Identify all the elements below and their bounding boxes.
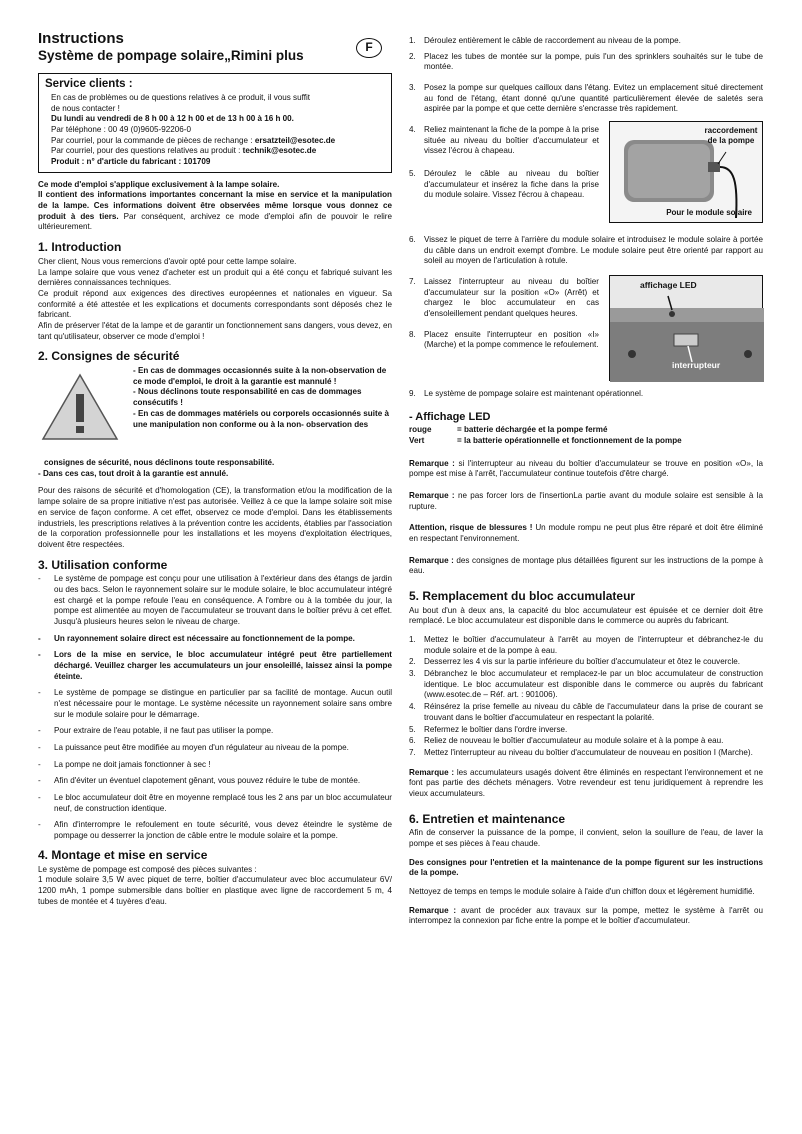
step-4: 4. Reliez maintenant la fiche de la pompe à la prise située au niveau du boîtier d'accumulateur et vissez l'écrou à chapeau.	[409, 125, 599, 156]
usage-item	[38, 743, 392, 754]
usage-item	[38, 650, 392, 682]
replacement-step	[409, 669, 763, 701]
replacement-step	[409, 736, 763, 747]
replacement-step-number: 1.	[409, 635, 416, 645]
sec6-remark: Remarque : avant de procéder aux travaux sur la pompe, mettez le système à l'arrêt ou interrompez la connexion par fiche entre la pompe et le boîtier d'accumulateur.	[409, 905, 763, 926]
warning-1: - En cas de dommages occasionnés suite à la non-observation de ce mode d'emploi, le droit à la garantie est mannulé !	[133, 366, 387, 386]
service-spare	[45, 136, 385, 147]
usage-item-text: Un rayonnement solaire direct est nécessaire au fonctionnement de la pompe.	[54, 633, 355, 643]
replacement-step-text: Mettez l'interrupteur au niveau du boîtier d'accumulateur de nouveau en position I (Marche).	[424, 747, 753, 757]
replacement-step-text: Reliez de nouveau le boîtier d'accumulateur au module solaire et à la pompe à eau.	[424, 736, 724, 746]
step-2: 2. Placez les tubes de montée sur la pompe, puis l'un des sprinklers souhaités sur le tube de montée.	[409, 51, 763, 72]
led-heading: - Affichage LED	[409, 410, 491, 423]
usage-item	[38, 634, 392, 645]
replacement-step-number: 6.	[409, 736, 416, 746]
replacement-step-number: 4.	[409, 702, 416, 712]
replacement-step-text: Desserrez les 4 vis sur la partie inférieure du boîtier d'accumulateur et ôtez le couvercle.	[424, 657, 741, 667]
usage-item-dash: -	[38, 759, 41, 769]
replacement-step-number: 2.	[409, 657, 416, 667]
page-title: Instructions	[38, 30, 124, 47]
sec6-heading: 6. Entretien et maintenance	[409, 811, 566, 826]
usage-item-text: Afin d'interrompre le refoulement en toute sécurité, vous devez éteindre le système de pompage ou desserrer la jonction de câble entre le module solaire et la pompe.	[54, 820, 392, 841]
step-5: 5. Déroulez le câble au niveau du boîtier d'accumulateur et insérez la fiche dans la prise du module solaire. Vissez l'écrou à chapeau.	[409, 169, 599, 200]
sec1-p4: Afin de préserver l'état de la lampe et de garantir un fonctionnement sans dangers, vous devez, en tant qu'utilisateur, observer ce mode d'emploi !	[38, 320, 392, 341]
sec5-heading: 5. Remplacement du bloc accumulateur	[409, 588, 636, 603]
sec1-p3: Ce produit répond aux exigences des directives européennes et nationales en vigueur. Sa conformité a été attestée et les explications et documents correspondants sont déposés chez le fabricant.	[38, 288, 392, 320]
service-line2: de nous contacter !	[51, 103, 120, 113]
step-7: 7. Laissez l'interrupteur au niveau du boîtier d'accumulateur sur la position «O» (Arrêt) et chargez le bloc accumulateur en cas d'ensoleillement pendant quelques heures.	[409, 277, 599, 319]
usage-item-dash: -	[38, 574, 41, 584]
usage-item-text: Le système de pompage est conçu pour une utilisation à l'extérieur dans des étangs de jardin ou des bacs. Selon le rayonnement solaire sur le module solaire, le bloc accumulateur intégré est chargé et la pompe refoule l'eau en conséquence. A l'ombre ou à la tombée du jour, la pompe est alimentée au moyen de l'accumulateur se trouvant dans le boîtier prévu à cet effet. Jusqu'à plusieurs heures selon le niveau de charge.	[54, 574, 392, 627]
left-column	[38, 30, 392, 907]
warning-3b: consignes de sécurité, nous déclinons toute responsabilité.	[44, 458, 275, 468]
step-3: 3. Posez la pompe sur quelques cailloux dans l'étang. Evitez un emplacement situé directement au fond de l'étang, étant donné qu'une quantité particulièrement élevée de saletés sera aspirée par la pompe et que cette dernière s'encrasse très rapidement.	[409, 83, 763, 114]
replacement-step-number: 7.	[409, 747, 416, 757]
notice-normal: Par conséquent, archivez ce mode d'emploi afin de pouvoir le relire ultérieurement.	[38, 211, 392, 232]
service-box	[38, 73, 392, 173]
fig1-label-connection: raccordement de la pompe	[704, 126, 758, 145]
sec5-remark: Remarque : les accumulateurs usagés doivent être éliminés en respectant l'environnement et ne font pas partie des déchets ménagers. Votre revendeur est tenu juridiquement à reprendre les vieux accumulateurs.	[409, 767, 764, 798]
service-spare-email[interactable]: ersatzteil@esotec.de	[254, 135, 336, 145]
replacement-step-text: Refermez le boîtier dans l'ordre inverse.	[424, 724, 568, 734]
usage-item-text: Afin d'éviter un éventuel clapotement gênant, vous pouvez réduire le tube de montée.	[54, 776, 361, 786]
sec6-p3: Nettoyez de temps en temps le module solaire à l'aide d'un chiffon doux et légèrement humidifié.	[409, 887, 755, 897]
remark-1: Remarque : si l'interrupteur au niveau du boîtier d'accumulateur se trouve en position «O», la pompe est mise à l'arrêt, l'accumulateur continue toutefois d'être chargé.	[409, 458, 764, 479]
usage-item-dash: -	[38, 793, 41, 803]
replacement-step	[409, 725, 763, 736]
sec4-p2: 1 module solaire 3,5 W avec piquet de terre, boîtier d'accumulateur avec bloc accumulateur 6V/ 1200 mAh, 1 pompe submersible dans boîtier en plastique avec ligne de raccordement 5 m, 4 tubes de montée et 4 tuyères d'eau.	[38, 875, 392, 906]
fig2-label-led: affichage LED	[640, 280, 697, 291]
warning-3: - En cas de dommages matériels ou corporels occasionnés suite à une manipulation non conforme ou à la non- observation des	[133, 408, 389, 429]
language-badge: F	[356, 38, 382, 58]
safety-warnings	[38, 366, 392, 458]
fig1-label-solar: Pour le module solaire	[666, 208, 752, 218]
usage-item-text: Le système de pompage se distingue en particulier par sa facilité de montage. Aucun outil n'est nécessaire pour le montage. Le système nécessite un rayonnement solaire sans ombre sur le module solaire pour le démarrage.	[54, 688, 392, 719]
replacement-step	[409, 702, 763, 723]
usage-item-dash: -	[38, 726, 41, 736]
battery-box-figure	[609, 121, 763, 223]
service-tech	[45, 146, 385, 157]
remark-3: Attention, risque de blessures ! Un module rompu ne peut plus être réparé et doit être éliminé en respectant l'environnement.	[409, 523, 763, 543]
usage-item-dash: -	[38, 633, 41, 643]
led-row-green: Vert = la batterie opérationnelle et fonctionnement de la pompe	[409, 435, 682, 445]
usage-item-text: La puissance peut être modifiée au moyen d'un régulateur au niveau de la pompe.	[54, 743, 349, 753]
usage-item	[38, 688, 392, 720]
notice-bold2: Il contient des informations importantes concernant la mise en service et la manipulation de la lampe. Ces informations doivent être observées même lorsque vous donnez ce produit à des tiers.	[38, 190, 392, 221]
steps-7-8-block	[409, 277, 763, 381]
warning-4: - Dans ces cas, tout droit à la garantie est annulé.	[38, 468, 229, 478]
usage-item-text: Pour extraire de l'eau potable, il ne faut pas utiliser la pompe.	[54, 726, 274, 736]
replacement-step-number: 3.	[409, 669, 416, 679]
sec2-p1: Pour des raisons de sécurité et d'homologation (CE), la transformation et/ou la modification de la lampe solaire de sa propre initiative n'est pas autorisée. Veillez à ce que la lampe solaire soit mise en service de façon conforme. A cet effet, observez ce mode d'emploi. Dans les établissements industriels, les prescriptions relatives à la prévention contre les accidents, établies par l'association de la corporation professionnelle pour les installations et les moyens d'exploitation électriques, doivent être respectées.	[38, 486, 392, 549]
service-hours: Du lundi au vendredi de 8 h 00 à 12 h 00 et de 13 h 00 à 16 h 00.	[51, 114, 294, 124]
led-row-red: rouge = batterie déchargée et la pompe fermé	[409, 425, 608, 435]
page-subtitle: Système de pompage solaire„Rimini plus	[38, 48, 304, 63]
switch-figure	[609, 275, 763, 381]
notice-paragraph	[38, 190, 392, 233]
step-6: 6. Vissez le piquet de terre à l'arrière du module solaire et introduisez le module solaire à portée du câble dans un endroit exempt d'ombre. Le module solaire peut être orienté par rapport au soleil au moyen de l'articulation à rotule.	[409, 235, 763, 266]
sec2-heading: 2. Consignes de sécurité	[38, 349, 180, 364]
replacement-step	[409, 635, 763, 656]
right-column	[409, 36, 763, 927]
replacement-step-number: 5.	[409, 724, 416, 734]
service-article: Produit : n° d'article du fabricant : 101709	[51, 157, 211, 167]
usage-item	[38, 574, 392, 627]
sec6-p1: Afin de conserver la puissance de la pompe, il convient, selon la souillure de l'eau, de laver la pompe et ses pièces à l'eau chaude.	[409, 828, 763, 849]
usage-item-dash: -	[38, 743, 41, 753]
step-1: 1. Déroulez entièrement le câble de raccordement au niveau de la pompe.	[409, 36, 681, 45]
replacement-steps	[409, 635, 763, 758]
remark-2: Remarque : ne pas forcer lors de l'insertionLa partie avant du module solaire est sensible à la rupture.	[409, 490, 763, 511]
usage-item	[38, 776, 392, 787]
steps-4-5-block	[409, 125, 763, 225]
usage-item-text: La pompe ne doit jamais fonctionner à sec !	[54, 759, 211, 769]
service-tech-email[interactable]: technik@esotec.de	[242, 146, 317, 156]
warning-2: - Nous déclinons toute responsabilité en cas de dommages consécutifs !	[133, 387, 362, 408]
warning-triangle-icon	[40, 372, 120, 442]
sec6-p2: Des consignes pour l'entretien et la maintenance de la pompe figurent sur les instructions de la pompe.	[409, 857, 763, 878]
sec4-p1: Le système de pompage est composé des pièces suivantes :	[38, 864, 257, 874]
warning-list	[133, 366, 393, 430]
sec1-p1: Cher client, Nous vous remercions d'avoir opté pour cette lampe solaire.	[38, 256, 297, 266]
service-spare-prefix: Par courriel, pour la commande de pièces de rechange :	[51, 135, 255, 145]
sec1-p2: La lampe solaire que vous venez d'acheter est un produit qui a été conçu et fabriqué suivant les dernières connaissances techniques.	[38, 267, 392, 288]
fig2-label-switch: interrupteur	[672, 360, 721, 371]
replacement-step	[409, 657, 763, 668]
service-heading: Service clients :	[45, 77, 133, 90]
replacement-step	[409, 748, 763, 759]
step-8: 8. Placez ensuite l'interrupteur en position «I» (Marche) et la pompe commence le refoulement.	[409, 329, 599, 350]
notice-bold1: Ce mode d'emploi s'applique exclusivement à la lampe solaire.	[38, 179, 280, 189]
replacement-step-text: Réinsérez la prise femelle au niveau du câble de l'accumulateur dans la prise de courant se trouvant dans le boîtier d'accumulateur en respectant la polarité.	[424, 702, 763, 722]
usage-item-text: Lors de la mise en service, le bloc accumulateur intégré peut être partiellement déchargé. Veuillez charger les accumulateurs un jour ensoleillé, laissez ainsi la pompe éteinte.	[54, 650, 392, 681]
usage-item-dash: -	[38, 650, 41, 660]
usage-item-dash: -	[38, 776, 41, 786]
usage-item-dash: -	[38, 688, 41, 698]
service-line1: En cas de problèmes ou de questions relatives à ce produit, il vous suffit	[51, 93, 310, 103]
usage-list	[38, 574, 392, 841]
service-phone: Par téléphone : 00 49 (0)9605-92206-0	[51, 125, 191, 135]
sec3-heading: 3. Utilisation conforme	[38, 557, 168, 572]
replacement-step-text: Débranchez le bloc accumulateur et remplacez-le par un bloc accumulateur de construction identique. Le bloc accumulateur est disponible dans le commerce ou auprès du fabricant (www.esotec.de – Réf. art. : 901006).	[424, 669, 763, 700]
sec4-heading: 4. Montage et mise en service	[38, 847, 208, 862]
usage-item	[38, 820, 392, 841]
step-9: 9. Le système de pompage solaire est maintenant opérationnel.	[409, 389, 644, 399]
service-tech-prefix: Par courriel, pour des questions relatives au produit :	[51, 146, 243, 156]
usage-item	[38, 726, 392, 737]
usage-item-text: Le bloc accumulateur doit être en moyenne remplacé tous les 2 ans par un bloc accumulateur neuf, de construction identique.	[54, 793, 392, 813]
replacement-step-text: Mettez le boîtier d'accumulateur à l'arrêt au moyen de l'interrupteur et débranchez-le du module solaire et de la pompe à eau.	[424, 635, 763, 655]
remark-4: Remarque : des consignes de montage plus détaillées figurent sur les instructions de la pompe à eau.	[409, 555, 763, 576]
usage-item-dash: -	[38, 820, 41, 830]
usage-item	[38, 793, 392, 814]
sec5-p1: Au bout d'un à deux ans, la capacité du bloc accumulateur est épuisée et ce dernier doit être remplacé. Le bloc accumulateur est disponible dans le commerce ou auprès du fabricant.	[409, 605, 763, 626]
usage-item	[38, 760, 392, 771]
sec1-heading: 1. Introduction	[38, 240, 122, 255]
